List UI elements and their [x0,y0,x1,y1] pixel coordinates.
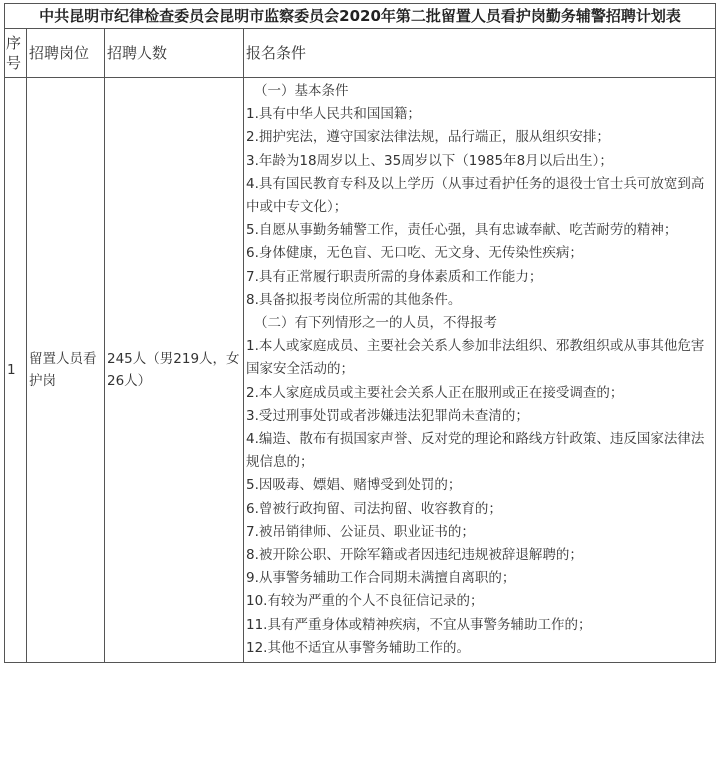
condition-item: 6.身体健康，无色盲、无口吃、无文身、无传染性疾病； [246,245,583,262]
exclusion-item: 7.被吊销律师、公证员、职业证书的； [246,523,475,540]
condition-item: 7.具有正常履行职责所需的身体素质和工作能力； [246,268,543,285]
exclusion-item: 6.曾被行政拘留、司法拘留、收容教育的； [246,500,502,517]
conditions-section-exclusions: （二）有下列情形之一的人员，不得报考 [254,315,497,332]
header-row [5,29,716,78]
condition-item: 5.自愿从事勤务辅警工作，责任心强，具有忠诚奉献、吃苦耐劳的精神； [246,222,678,239]
header-seq: 序号 [5,29,27,78]
title-row [5,4,716,29]
exclusion-item: 4.编造、散布有损国家声誉、反对党的理论和路线方针政策、违反国家法律法规信息的； [246,431,705,471]
exclusion-item: 8.被开除公职、开除军籍或者因违纪违规被辞退解聘的； [246,547,583,564]
exclusion-item: 1.本人或家庭成员、主要社会关系人参加非法组织、邪教组织或从事其他危害国家安全活动的； [246,338,705,378]
condition-item: 8.具备拟报考岗位所需的其他条件。 [246,291,462,308]
row-conditions [244,78,716,663]
row-position: 留置人员看护岗 [27,78,105,663]
row-seq: 1 [5,78,27,663]
table-title: 中共昆明市纪律检查委员会昆明市监察委员会2020年第二批留置人员看护岗勤务辅警招聘计划表 [5,4,716,29]
exclusion-item: 9.从事警务辅助工作合同期未满擅自离职的； [246,570,516,587]
exclusion-item: 3.受过刑事处罚或者涉嫌违法犯罪尚未查清的； [246,407,529,424]
header-count: 招聘人数 [105,29,244,78]
recruitment-plan-table [4,3,716,663]
condition-item: 2.拥护宪法，遵守国家法律法规，品行端正，服从组织安排； [246,129,610,146]
conditions-section-basic: （一）基本条件 [254,83,349,99]
exclusion-item: 10.有较为严重的个人不良征信记录的； [246,593,484,610]
header-position: 招聘岗位 [27,29,105,78]
exclusion-item: 2.本人家庭成员或主要社会关系人正在服刑或正在接受调查的； [246,384,624,401]
condition-item: 4.具有国民教育专科及以上学历（从事过看护任务的退役士官士兵可放宽到高中或中专文化）； [246,175,705,216]
row-count: 245人（男219人，女26人） [105,78,244,663]
exclusion-item: 5.因吸毒、嫖娼、赌博受到处罚的； [246,477,462,494]
header-conditions: 报名条件 [244,29,716,78]
condition-item: 1.具有中华人民共和国国籍； [246,106,421,123]
exclusion-item: 11.具有严重身体或精神疾病，不宜从事警务辅助工作的； [246,616,592,633]
exclusion-item: 12.其他不适宜从事警务辅助工作的。 [246,639,470,656]
table-row [5,78,716,663]
condition-item: 3.年龄为18周岁以上、35周岁以下（1985年8月以后出生）； [246,152,613,169]
